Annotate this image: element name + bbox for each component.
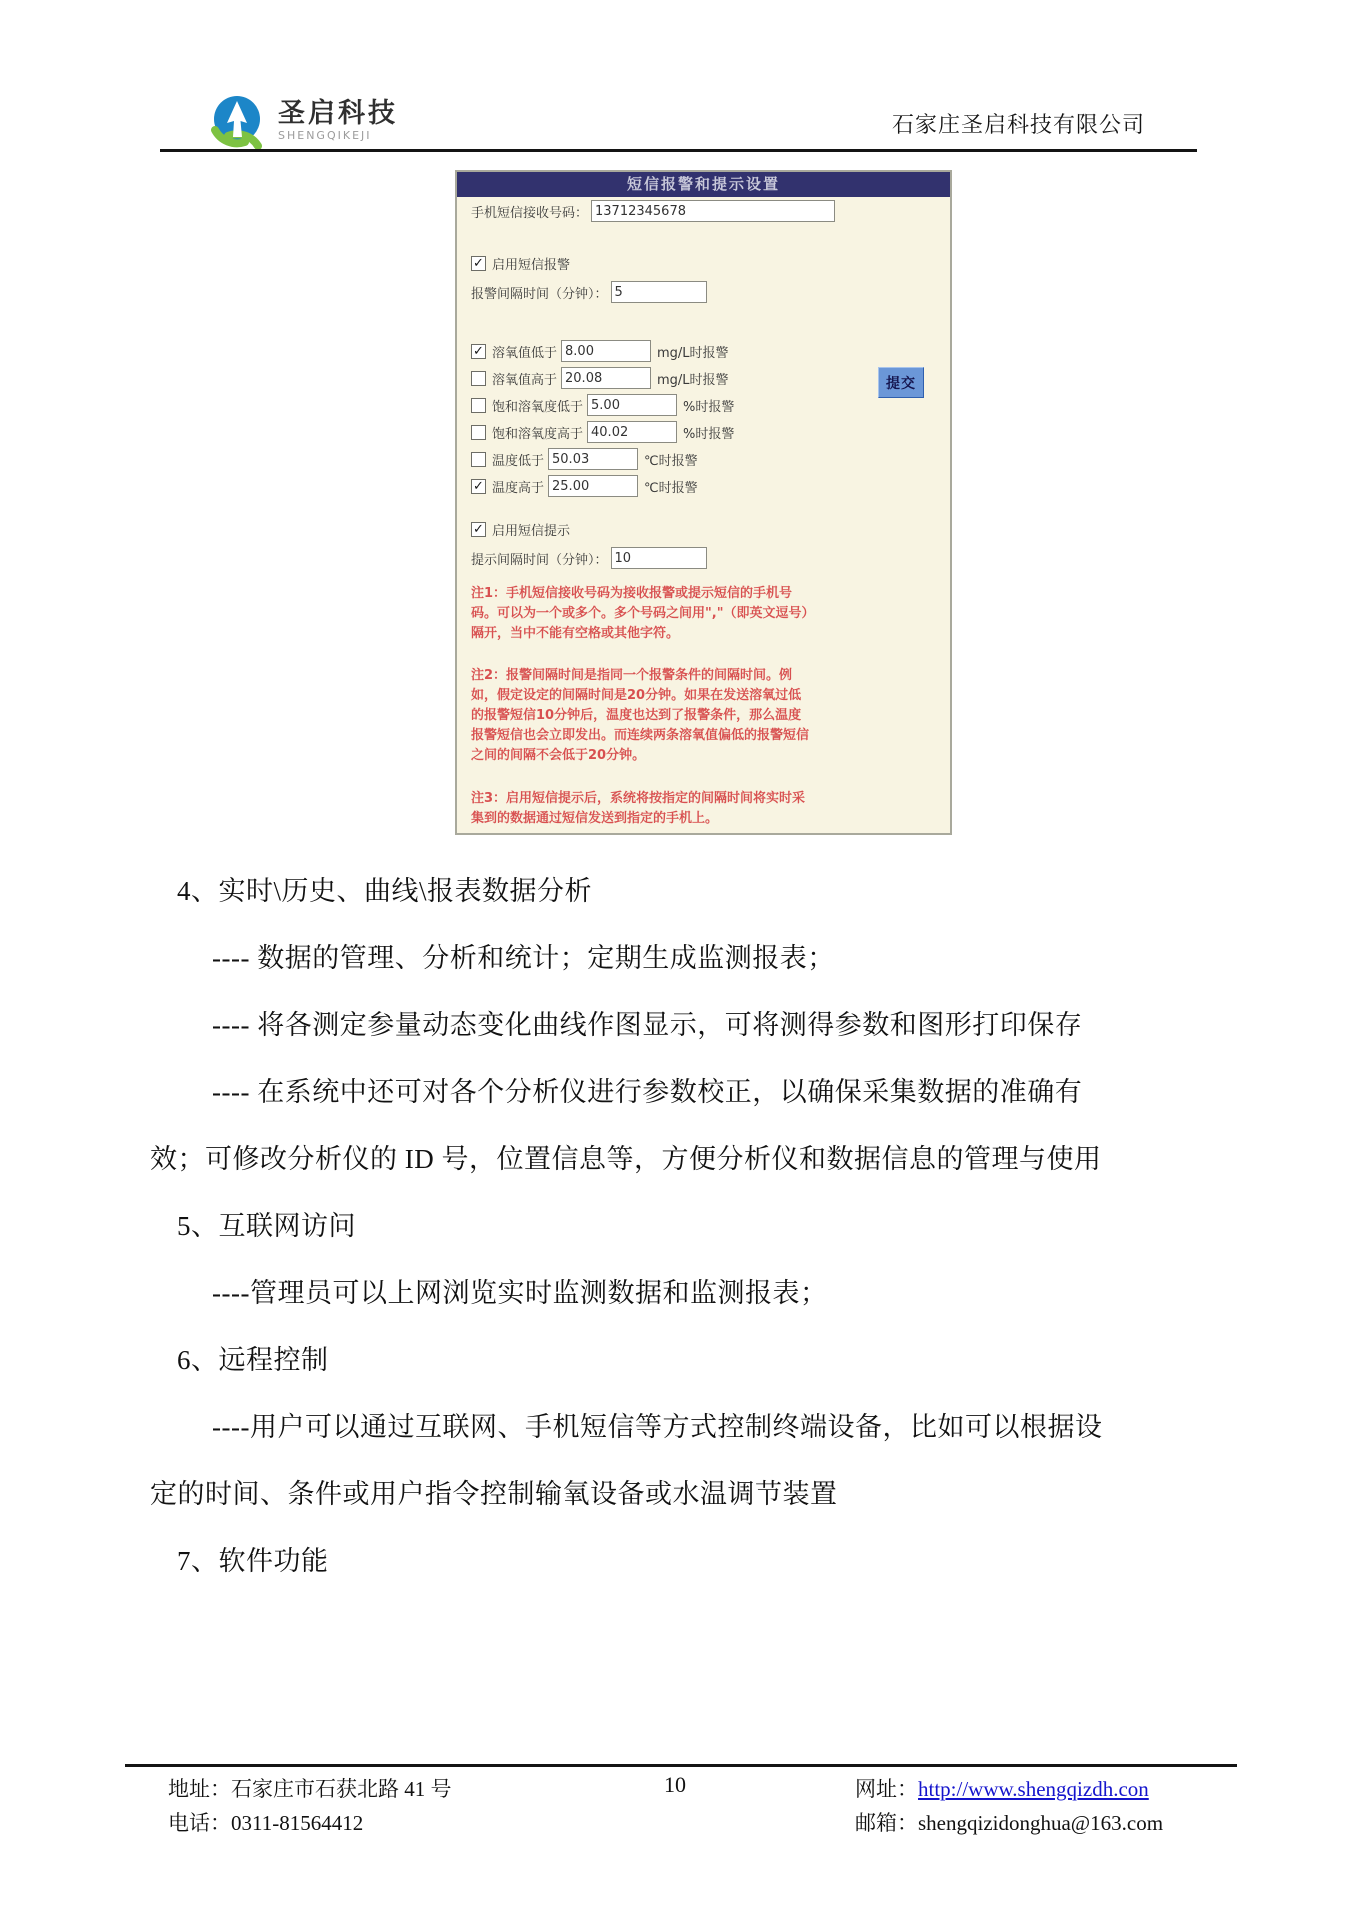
body-line: ---- 数据的管理、分析和统计；定期生成监测报表； [212,943,835,973]
do-high-unit: mg/L时报警 [657,372,729,388]
enable-notify-label: 启用短信提示 [492,524,571,539]
sat-low-checkbox[interactable] [471,398,486,413]
alarm-row [471,340,729,362]
enable-alarm-label: 启用短信报警 [492,258,571,273]
body-line: ---- 在系统中还可对各个分析仪进行参数校正，以确保采集数据的准确有 [212,1077,1083,1107]
alarm-row [471,448,698,470]
body-text [150,876,1220,1613]
footer-right [855,1772,1163,1840]
brand-text [278,99,398,142]
body-line: 定的时间、条件或用户指令控制输氧设备或水温调节装置 [150,1479,838,1509]
section-heading-4: 4、实时\历史、曲线\报表数据分析 [177,876,593,906]
phone-number-label: 手机短信接收号码： [471,205,589,221]
do-high-input[interactable] [561,367,651,389]
enable-notify-checkbox[interactable]: ✓ [471,522,486,537]
alarm-row [471,421,734,443]
footer-phone: 电话：0311-81564412 [168,1811,364,1835]
do-high-checkbox[interactable] [471,371,486,386]
body-line: ----管理员可以上网浏览实时监测数据和监测报表； [212,1278,828,1308]
do-low-label: 溶氧值低于 [492,345,558,361]
note-3: 注3：启用短信提示后，系统将按指定的间隔时间将实时采集到的数据通过短信发送到指定的手机上。 [471,791,806,826]
temp-low-label: 温度低于 [492,453,545,469]
footer-website-link[interactable]: http://www.shengqizdh.con [918,1777,1149,1801]
alarm-row [471,475,698,497]
sat-high-checkbox[interactable] [471,425,486,440]
temp-low-unit: ℃时报警 [644,453,698,469]
footer-left [168,1772,452,1840]
body-line: 效；可修改分析仪的 ID 号，位置信息等，方便分析仪和数据信息的管理与使用 [150,1144,1102,1174]
submit-button[interactable]: 提交 [878,367,924,398]
section-heading-5: 5、互联网访问 [177,1211,356,1241]
do-low-input[interactable] [561,340,651,362]
temp-high-unit: ℃时报警 [644,480,698,496]
footer-address: 地址：石家庄市石获北路 41 号 [168,1777,452,1801]
note-1: 注1：手机短信接收号码为接收报警或提示短信的手机号码。可以为一个或多个。多个号码之间用","（即英文逗号）隔开，当中不能有空格或其他字符。 [471,586,808,641]
sat-high-label: 饱和溶氧度高于 [492,426,584,442]
section-heading-6: 6、远程控制 [177,1345,329,1375]
do-low-checkbox[interactable]: ✓ [471,344,486,359]
sms-settings-dialog [455,170,952,835]
notify-interval-label: 提示间隔时间（分钟）： [471,552,608,568]
enable-alarm-checkbox[interactable]: ✓ [471,256,486,271]
brand-name-en: SHENGQIKEJI [278,129,372,142]
temp-low-checkbox[interactable] [471,452,486,467]
do-high-label: 溶氧值高于 [492,372,558,388]
temp-high-input[interactable] [548,475,638,497]
sat-high-unit: %时报警 [683,426,735,442]
sat-low-input[interactable] [587,394,677,416]
sat-low-unit: %时报警 [683,399,735,415]
company-name: 石家庄圣启科技有限公司 [891,112,1145,137]
temp-high-checkbox[interactable]: ✓ [471,479,486,494]
footer-email: 邮箱：shengqizidonghua@163.com [855,1811,1164,1835]
temp-low-input[interactable] [548,448,638,470]
phone-number-input[interactable] [591,200,835,222]
body-line: ---- 将各测定参量动态变化曲线作图显示，可将测得参数和图形打印保存 [212,1010,1083,1040]
do-low-unit: mg/L时报警 [657,345,729,361]
dialog-title: 短信报警和提示设置 [457,172,950,197]
sat-high-input[interactable] [587,421,677,443]
alarm-interval-input[interactable] [611,281,707,303]
alarm-interval-label: 报警间隔时间（分钟）： [471,286,608,302]
footer-website-label: 网址： [855,1777,918,1801]
alarm-row [471,394,734,416]
header-divider [160,149,1197,152]
footer-divider [125,1764,1237,1767]
company-logo-icon [207,92,267,152]
note-2: 注2：报警间隔时间是指同一个报警条件的间隔时间。例如，假定设定的间隔时间是20分钟。如果在发送溶氧过低的报警短信10分钟后，温度也达到了报警条件，那么温度报警短信也会立即发出。而连续两条溶氧值偏低的报警短信之间的间隔不会低于20分钟。 [471,668,810,763]
section-heading-7: 7、软件功能 [177,1546,329,1576]
body-line: ----用户可以通过互联网、手机短信等方式控制终端设备，比如可以根据设 [212,1412,1103,1442]
notify-interval-input[interactable] [611,547,707,569]
temp-high-label: 温度高于 [492,480,545,496]
alarm-row [471,367,729,389]
page-number: 10 [664,1772,686,1797]
brand-name-cn: 圣启科技 [278,98,398,129]
sat-low-label: 饱和溶氧度低于 [492,399,584,415]
